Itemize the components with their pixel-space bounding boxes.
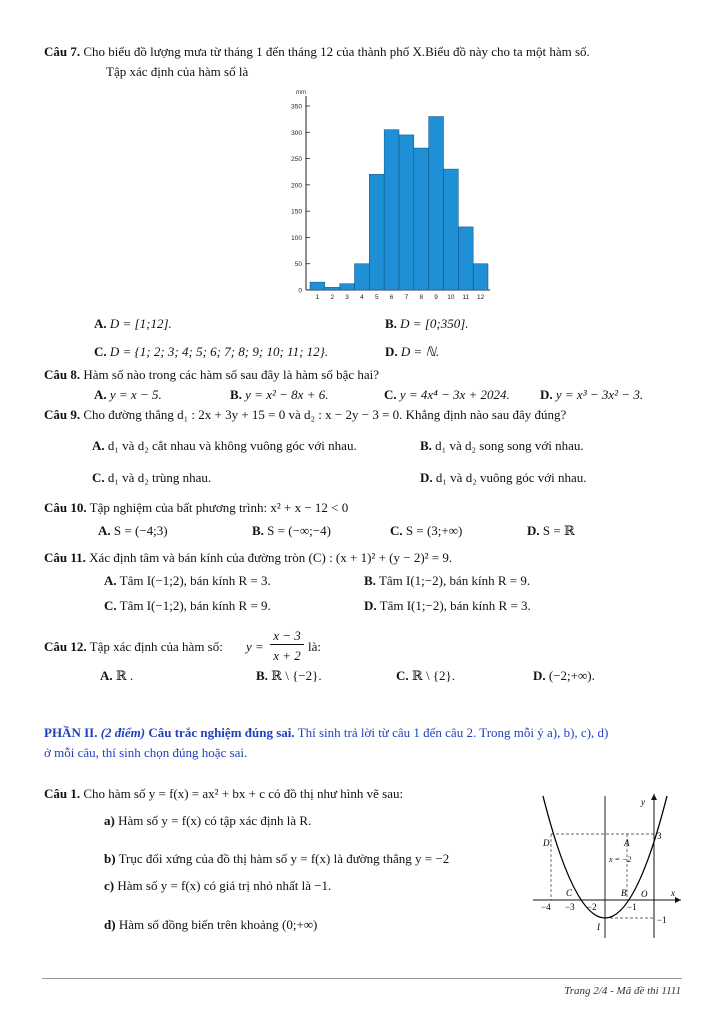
footer-divider [42,978,682,979]
q11-option-d[interactable] [364,598,531,614]
q7-option-a[interactable] [94,316,172,332]
option-text: d₁ và d₂ trùng nhau. [107,470,212,485]
chart-bar [444,169,459,290]
chart-bar [369,174,384,290]
q10-text: Tập nghiệm của bất phương trình: x² + x − 12 < 0 [89,500,349,515]
p2q1-item-d[interactable] [104,917,317,933]
x-axis-label: x [671,888,675,898]
q9-option-d[interactable] [420,470,587,486]
point-a-label: A [624,838,630,848]
option-text: S = (3;+∞) [405,523,463,538]
q11-option-b[interactable] [364,573,530,589]
chart-y-tick-label: 200 [291,182,302,190]
q7-option-b[interactable] [385,316,469,332]
option-letter: A. [100,668,113,683]
q12-text: Tập xác định của hàm số: [89,639,223,654]
p2q1-stem [44,786,403,802]
q9-label: Câu 9. [44,407,81,422]
q8-option-c[interactable] [384,387,510,403]
chart-bar [340,284,355,290]
q10-stem [44,500,348,516]
option-letter: C. [396,668,409,683]
chart-y-label: mm [296,90,306,96]
option-letter: C. [390,523,403,538]
option-letter: B. [364,573,376,588]
part2-instruction-2: ở mỗi câu, thí sinh chọn đúng hoặc sai. [44,745,248,760]
option-text: Tâm I(1;−2), bán kính R = 3. [379,598,531,613]
option-text: S = (−4;3) [113,523,168,538]
option-letter: A. [94,387,107,402]
y-value-minus-1: −1 [657,915,667,925]
x-value-minus-1: −1 [627,902,637,912]
option-text: ℝ \ {2}. [411,668,456,683]
q9-option-c[interactable] [92,470,211,486]
chart-bar [310,282,325,290]
chart-x-tick-label: 9 [434,294,438,301]
chart-x-tick-label: 2 [330,294,335,301]
option-letter: B. [230,387,242,402]
option-text: y = 4x⁴ − 3x + 2024. [399,387,510,402]
q8-label: Câu 8. [44,367,81,382]
q12-option-a[interactable] [100,668,133,684]
q8-option-d[interactable] [540,387,643,403]
chart-y-tick-label: 0 [298,287,302,295]
option-text: (−2;+∞). [548,668,595,683]
q11-label: Câu 11. [44,550,86,565]
p2q1-item-c[interactable] [104,878,331,894]
item-text: Hàm số đồng biến trên khoảng (0;+∞) [118,917,318,932]
item-text: Trục đối xứng của đồ thị hàm số y = f(x) là đường thẳng y = −2 [118,851,450,866]
q8-stem [44,367,379,383]
option-text: S = ℝ [542,523,575,538]
option-text: S = (−∞;−4) [267,523,331,538]
chart-bar [429,117,444,290]
q7-text-2: Tập xác định của hàm số là [106,64,249,79]
chart-x-tick-label: 11 [462,294,470,301]
option-letter: B. [385,316,397,331]
option-letter: A. [92,438,105,453]
part2-line-1 [44,725,608,741]
part2-heading: PHẦN II. [44,725,98,740]
q11-stem [44,550,452,566]
item-text: Hàm số y = f(x) có giá trị nhỏ nhất là −1. [117,878,332,893]
option-text: Tâm I(−1;2), bán kính R = 9. [119,598,271,613]
part2-title: Câu trắc nghiệm đúng sai. [148,725,295,740]
chart-x-tick-label: 4 [360,294,364,301]
item-letter: d) [104,917,116,932]
chart-x-tick-label: 5 [374,294,379,301]
chart-x-tick-label: 6 [389,294,394,301]
chart-bar [384,130,399,290]
chart-bar [325,287,340,290]
q8-option-b[interactable] [230,387,328,403]
origin-label: O [641,889,648,899]
option-letter: D. [540,387,553,402]
option-letter: A. [98,523,111,538]
x-value-minus-3: −3 [565,902,575,912]
q10-option-a[interactable] [98,523,168,539]
q12-option-d[interactable] [533,668,595,684]
q10-label: Câu 10. [44,500,87,515]
chart-y-tick-label: 250 [291,156,302,164]
x-value-minus-4: −4 [541,902,551,912]
chart-x-tick-label: 1 [315,294,320,301]
option-letter: C. [384,387,397,402]
q11-option-c[interactable] [104,598,271,614]
option-letter: B. [256,668,268,683]
item-letter: a) [104,813,115,828]
q7-text-1: Cho biểu đồ lượng mưa từ tháng 1 đến tháng 12 của thành phố X.Biểu đồ này cho ta một hàm số. [83,44,590,59]
q7-label: Câu 7. [44,44,81,59]
option-text: D = [1;12]. [109,316,172,331]
rainfall-bar-chart [276,84,496,306]
option-letter: D. [385,344,398,359]
y-axis-arrow [651,794,657,800]
p2q1-text: Cho hàm số y = f(x) = ax² + bx + c có đồ thị như hình vẽ sau: [83,786,404,801]
option-letter: B. [252,523,264,538]
chart-bar [414,148,429,290]
option-text: y = x³ − 3x² − 3. [555,387,644,402]
option-text: y = x² − 8x + 6. [245,387,329,402]
chart-bar [473,264,488,290]
q11-text: Xác định tâm và bán kính của đường tròn (C) : (x + 1)² + (y − 2)² = 9. [89,550,453,565]
q10-option-d[interactable] [527,523,575,539]
option-text: d₁ và d₂ song song với nhau. [435,438,584,453]
y-value-3: 3 [657,831,662,841]
point-c-label: C [566,888,573,898]
chart-y-tick-label: 50 [294,261,302,269]
vertex-i-label: I [597,922,600,932]
option-letter: A. [94,316,107,331]
option-text: Tâm I(−1;2), bán kính R = 3. [119,573,271,588]
option-text: d₁ và d₂ cắt nhau và không vuông góc với nhau. [107,438,357,453]
q12-option-b[interactable] [256,668,322,684]
point-b-label: B [621,888,627,898]
option-text: y = x − 5. [109,387,162,402]
option-letter: C. [104,598,117,613]
option-letter: C. [94,344,107,359]
chart-bar [458,227,473,290]
q12-func-lhs: y = [246,639,264,654]
item-letter: c) [104,878,115,893]
q12-numerator: x − 3 [270,628,304,645]
chart-bar [399,135,414,290]
parabola-graph [531,790,685,942]
q8-option-a[interactable] [94,387,162,403]
chart-y-tick-label: 100 [291,234,302,242]
chart-y-tick-label: 350 [291,103,302,111]
q8-text: Hàm số nào trong các hàm số sau đây là hàm số bậc hai? [83,367,380,382]
y-axis-label: y [641,797,645,807]
q12-label: Câu 12. [44,639,87,654]
q12-option-c[interactable] [396,668,455,684]
option-letter: B. [420,438,432,453]
chart-x-tick-label: 7 [404,294,409,301]
symmetry-axis-label: x = −2 [609,855,632,864]
q10-option-c[interactable] [390,523,462,539]
option-letter: D. [420,470,433,485]
q12-tail: là: [308,639,321,654]
chart-x-tick-label: 3 [345,294,349,301]
chart-bar [355,264,370,290]
x-value-minus-2: −2 [587,902,597,912]
option-letter: D. [533,668,546,683]
item-letter: b) [104,851,116,866]
q7-option-c[interactable] [94,344,328,360]
q12-denominator: x + 2 [273,648,301,663]
q11-option-a[interactable] [104,573,271,589]
option-text: d₁ và d₂ vuông góc với nhau. [435,470,587,485]
option-text: D = [0;350]. [400,316,469,331]
q7-option-d[interactable] [385,344,439,360]
option-text: D = {1; 2; 3; 4; 5; 6; 7; 8; 9; 10; 11; 12}. [109,344,329,359]
part2-instruction-1: Thí sinh trả lời từ câu 1 đến câu 2. Trong mỗi ý a), b), c), d) [297,725,609,740]
chart-x-tick-label: 10 [447,294,455,301]
option-text: Tâm I(1;−2), bán kính R = 9. [378,573,531,588]
q9-option-b[interactable] [420,438,584,454]
p2q1-label: Câu 1. [44,786,81,801]
chart-x-tick-label: 8 [419,294,424,301]
q9-option-a[interactable] [92,438,357,454]
chart-y-tick-label: 300 [291,129,302,137]
option-letter: C. [92,470,105,485]
q9-stem [44,407,566,423]
p2q1-item-b[interactable] [104,851,449,867]
item-text: Hàm số y = f(x) có tập xác định là R. [118,813,312,828]
option-letter: D. [364,598,377,613]
option-text: ℝ \ {−2}. [271,668,322,683]
chart-y-tick-label: 150 [291,208,302,216]
x-axis-arrow [675,897,681,903]
point-d-label: D [543,838,550,848]
p2q1-item-a[interactable] [104,813,311,829]
q10-option-b[interactable] [252,523,331,539]
page-footer: Trang 2/4 - Mã đề thi 1111 [564,985,681,997]
option-letter: D. [527,523,540,538]
q7-stem [44,44,590,60]
option-text: ℝ . [115,668,134,683]
q9-text: Cho đường thẳng d₁ : 2x + 3y + 15 = 0 và d₂ : x − 2y − 3 = 0. Khẳng định nào sau đây đúng? [83,407,567,422]
part2-points: (2 điểm) [100,725,146,740]
q12-stem [44,639,223,655]
option-text: D = ℕ. [400,344,440,359]
chart-x-tick-label: 12 [476,294,485,301]
option-letter: A. [104,573,117,588]
